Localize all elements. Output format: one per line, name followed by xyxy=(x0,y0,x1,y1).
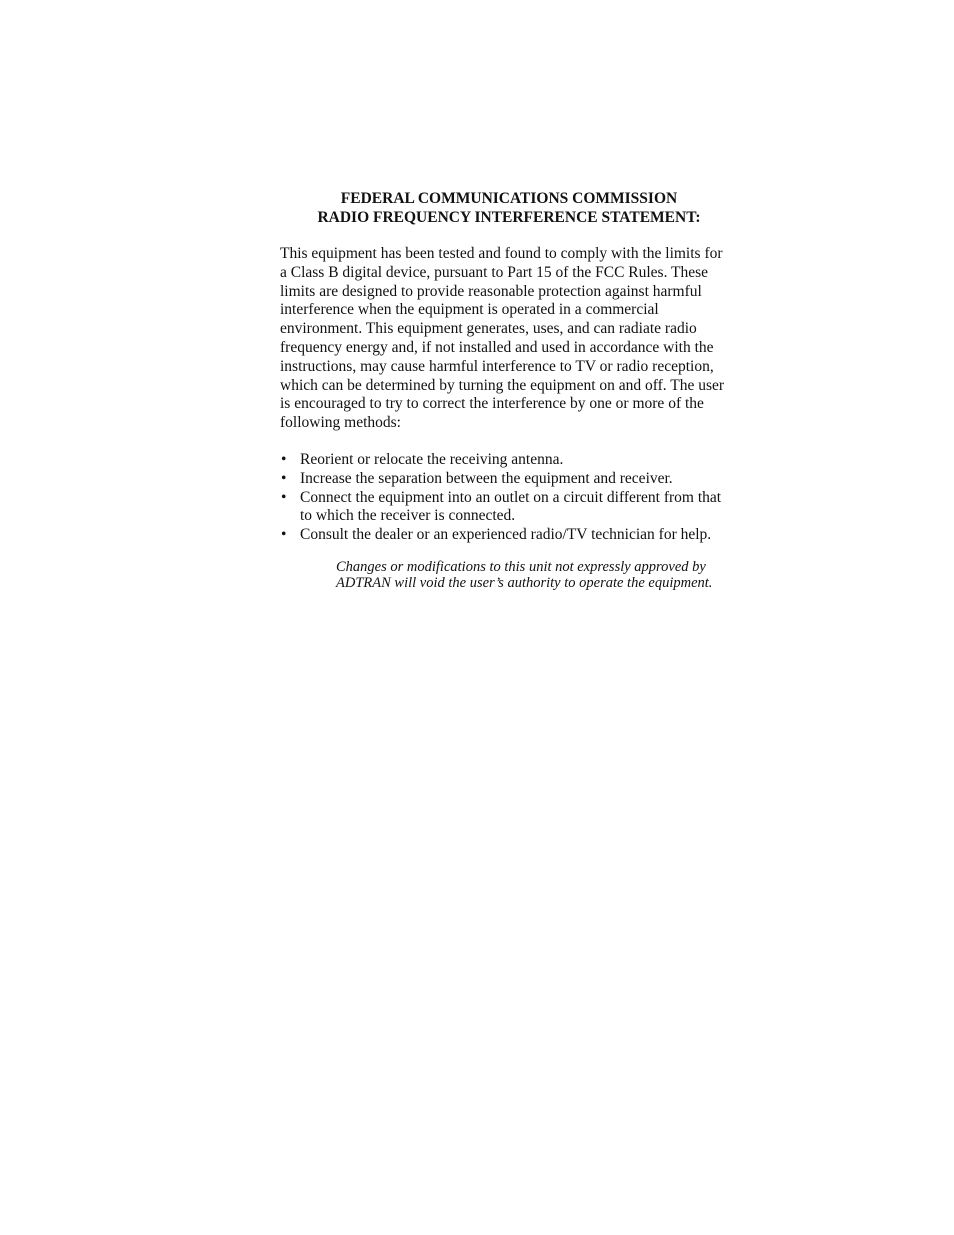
modification-warning-note: Changes or modifications to this unit not expressly approved by ADTRAN will void the user’s authority to operate the equipment. xyxy=(336,558,713,591)
list-item xyxy=(280,470,732,489)
bullet-icon: • xyxy=(281,469,287,487)
list-item xyxy=(280,526,732,545)
page-title xyxy=(280,189,732,227)
list-item-text: Consult the dealer or an experienced radio/TV technician for help. xyxy=(300,526,712,544)
interference-methods-list xyxy=(280,451,732,545)
bullet-icon: • xyxy=(281,450,287,468)
document-page xyxy=(280,189,732,591)
list-item xyxy=(280,451,732,470)
list-item-text: Connect the equipment into an outlet on a circuit different from that to which the receiver is connected. xyxy=(300,488,722,525)
bullet-icon: • xyxy=(281,488,287,506)
list-item-text: Reorient or relocate the receiving antenna. xyxy=(300,450,564,468)
fcc-statement-paragraph: This equipment has been tested and found to comply with the limits for a Class B digital device, pursuant to Part 15 of the FCC Rules. These limits are designed to provide reasonable protection against harmful interference when the equipment is operated in a commercial environment. This equipment generates, uses, and can radiate radio frequency energy and, if not installed and used in accordance with the instructions, may cause harmful interference to TV or radio reception, which can be determined by turning the equipment on and off. The user is encouraged to try to correct the interference by one or more of the following methods: xyxy=(280,245,725,432)
list-item xyxy=(280,489,732,527)
title-line-2: RADIO FREQUENCY INTERFERENCE STATEMENT: xyxy=(317,209,701,226)
title-line-1: FEDERAL COMMUNICATIONS COMMISSION xyxy=(340,190,678,207)
list-item-text: Increase the separation between the equipment and receiver. xyxy=(300,469,673,487)
bullet-icon: • xyxy=(281,526,287,544)
